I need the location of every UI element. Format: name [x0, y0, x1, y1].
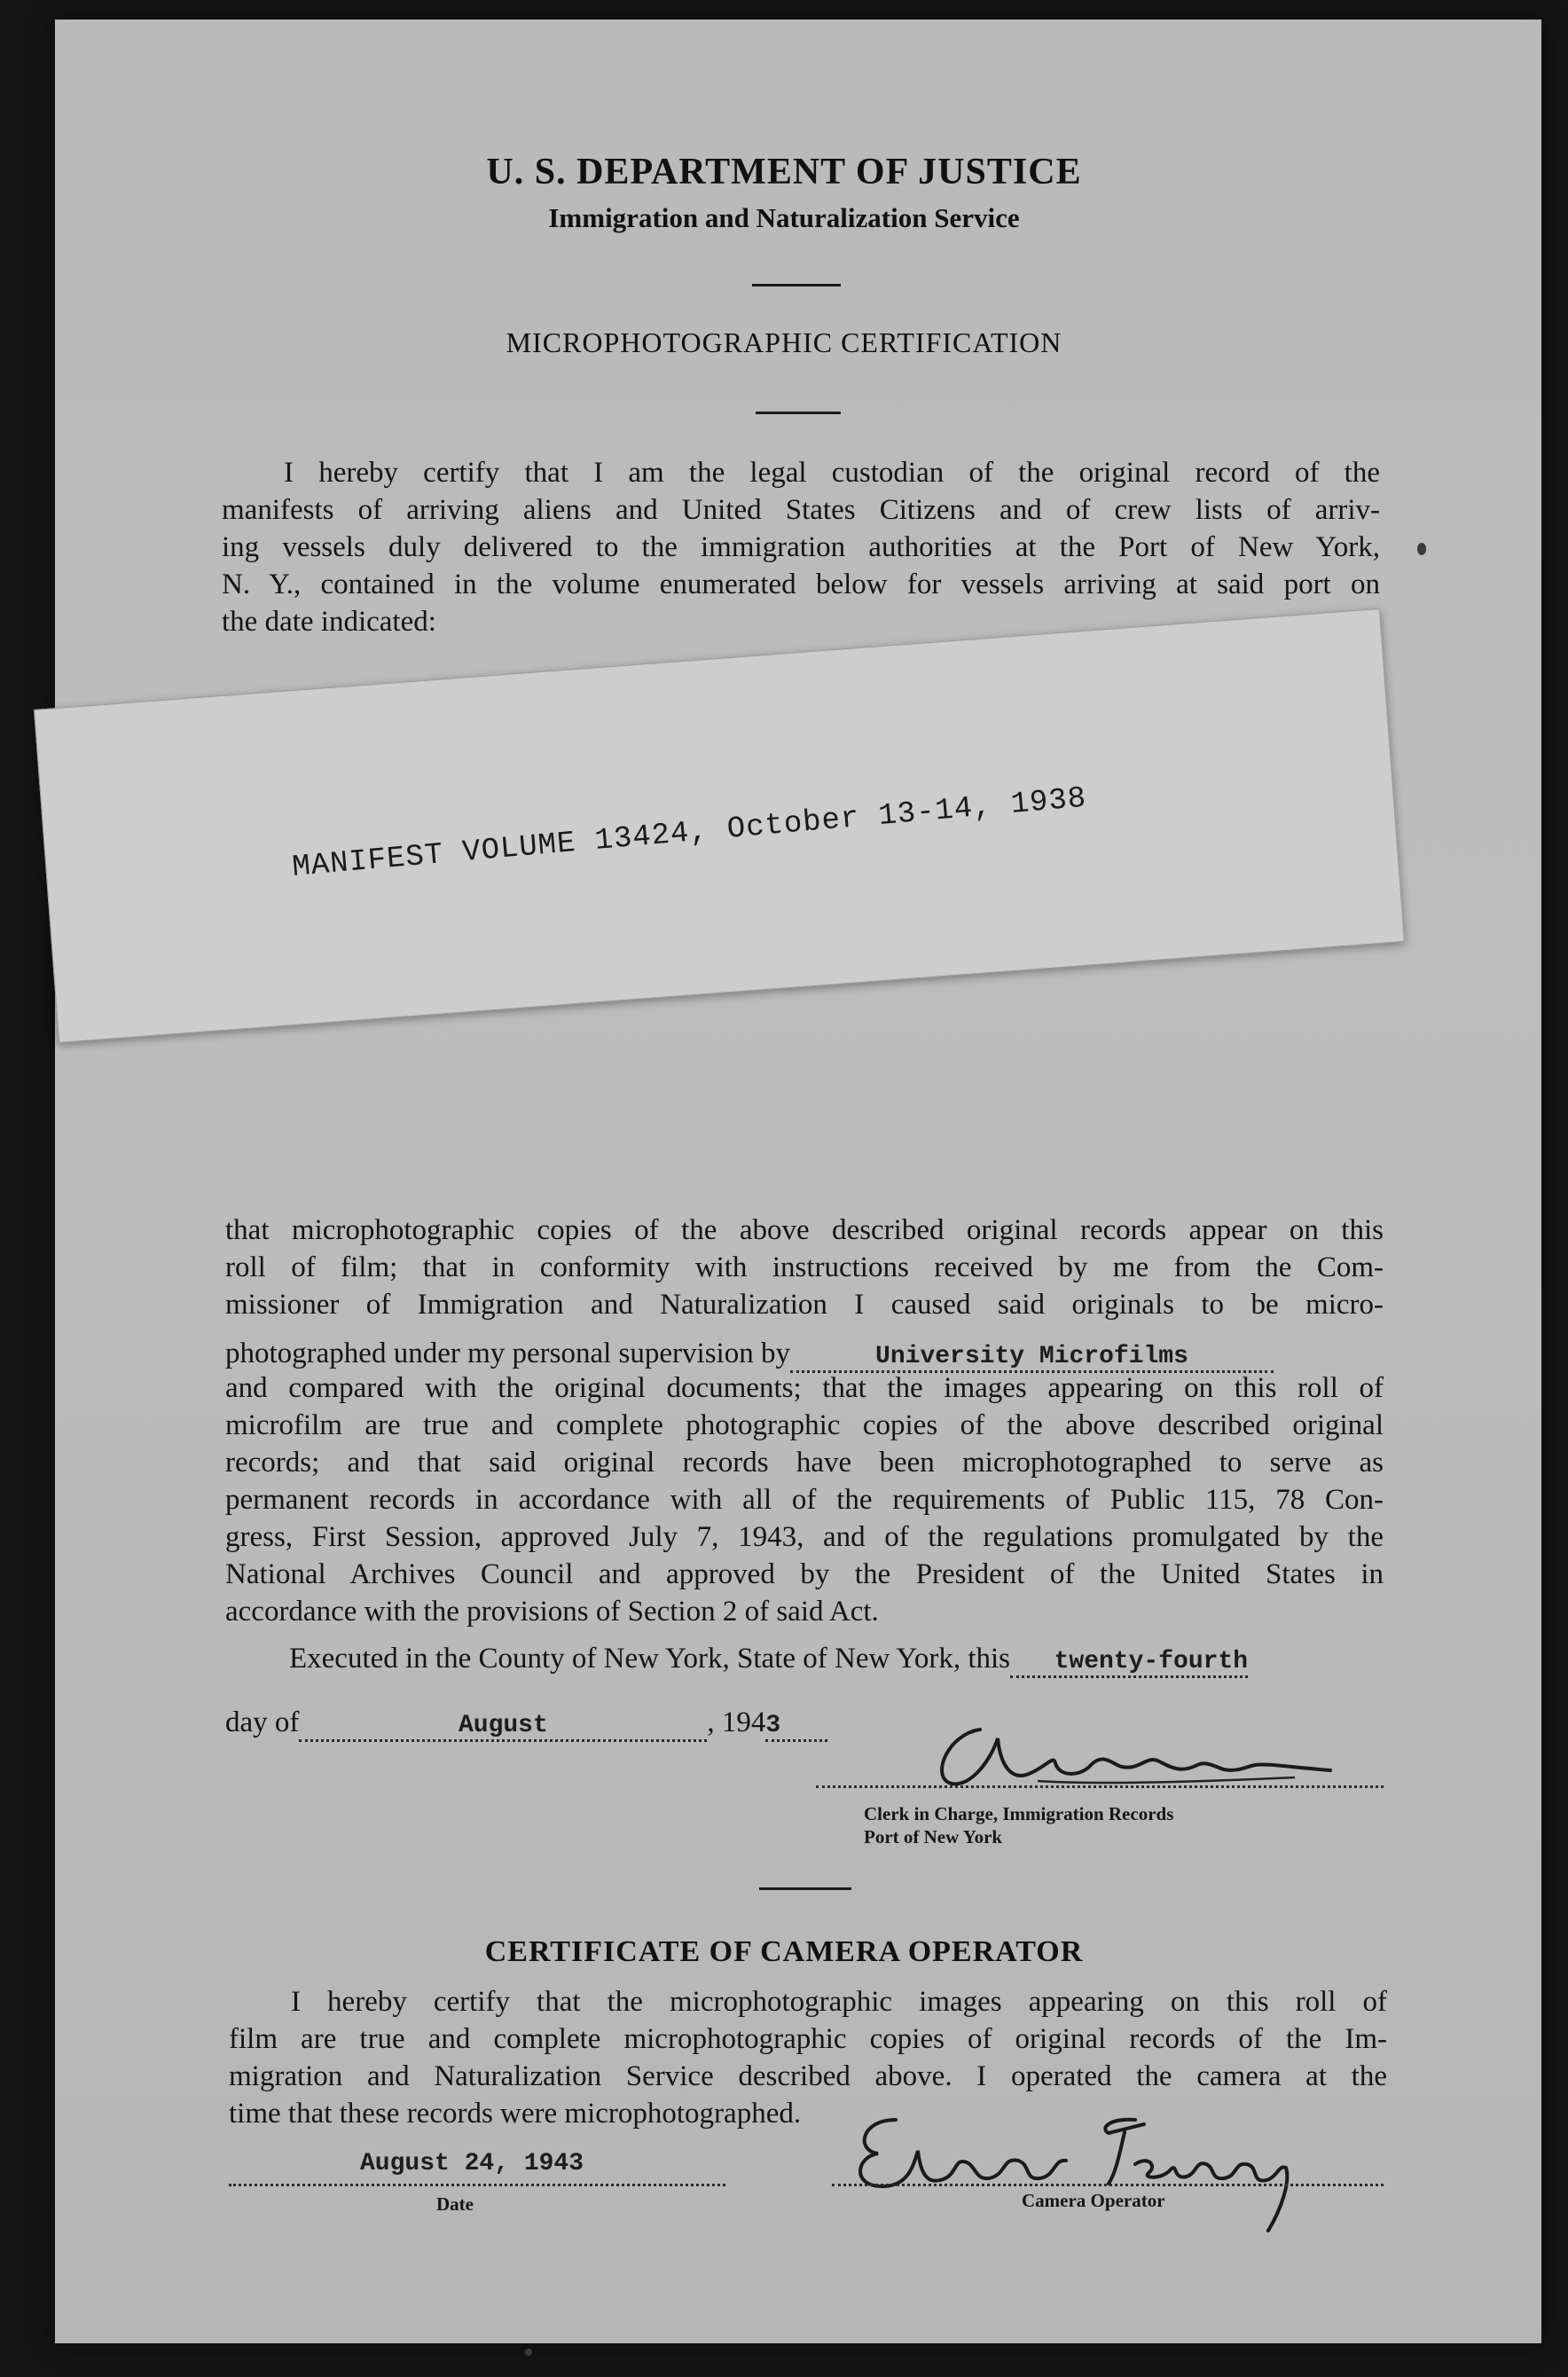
body-paragraph-top: [225, 1212, 1384, 1323]
intro-line: manifests of arriving aliens and United States Citizens and of crew lists of arriv-: [222, 494, 1380, 526]
body-line: that microphotographic copies of the above described original records appear on this: [225, 1214, 1384, 1246]
day-field: [1010, 1643, 1248, 1678]
executed-prefix: Executed in the County of New York, State of New York, this: [289, 1643, 1011, 1675]
date-line: [225, 1706, 827, 1742]
day-value: twenty-fourth: [1054, 1648, 1249, 1675]
film-speck: [1417, 543, 1426, 555]
camera-date-value: August 24, 1943: [360, 2150, 584, 2177]
camera-line: I hereby certify that the microphotographic images appearing on this roll of: [291, 1986, 1387, 2018]
body-line: records; and that said original records have been microphotographed to serve as: [225, 1447, 1384, 1479]
manifest-volume-label: MANIFEST VOLUME 13424, October 13-14, 1938: [291, 781, 1088, 885]
service-heading: Immigration and Naturalization Service: [548, 202, 1020, 233]
header-divider-2: [756, 412, 841, 414]
camera-line: film are true and complete microphotographic copies of original records of the Im-: [229, 2023, 1387, 2055]
body-line: permanent records in accordance with all of the requirements of Public 115, 78 Con-: [225, 1484, 1384, 1516]
intro-paragraph: [222, 454, 1380, 640]
intro-line: I hereby certify that I am the legal custodian of the original record of the: [284, 457, 1380, 489]
body-line: roll of film; that in conformity with instructions received by me from the Com-: [225, 1251, 1384, 1283]
department-heading: U. S. DEPARTMENT OF JUSTICE: [486, 152, 1082, 192]
body-line: missioner of Immigration and Naturalization I caused said originals to be micro-: [225, 1289, 1384, 1321]
film-speck: [525, 2349, 532, 2356]
month-field: [299, 1706, 707, 1742]
camera-line: migration and Naturalization Service described above. I operated the camera at the: [229, 2060, 1387, 2092]
body-line: National Archives Council and approved by the President of the United States in: [225, 1558, 1384, 1590]
body-line: gress, First Session, approved July 7, 1943, and of the regulations promulgated by the: [225, 1521, 1384, 1553]
camera-operator-signature: [843, 2102, 1357, 2235]
year-field: [765, 1706, 827, 1742]
clerk-title: [864, 1802, 1173, 1848]
camera-line: time that these records were microphotographed.: [229, 2098, 802, 2130]
body-line: microfilm are true and complete photographic copies of the above described original: [225, 1409, 1384, 1441]
body-line: accordance with the provisions of Section 2 of said Act.: [225, 1596, 879, 1628]
intro-line: N. Y., contained in the volume enumerated below for vessels arriving at said port on: [222, 569, 1380, 600]
supervisor-field: [790, 1338, 1274, 1373]
camera-operator-signature-line: [832, 2184, 1384, 2186]
clerk-signature-line: [816, 1785, 1384, 1788]
clerk-title-line: Port of New York: [864, 1826, 1003, 1847]
clerk-title-line: Clerk in Charge, Immigration Records: [864, 1803, 1174, 1824]
camera-date-label: Date: [436, 2193, 474, 2215]
camera-date-line: [229, 2184, 725, 2186]
section-divider: [759, 1887, 851, 1890]
day-of-label: day of: [225, 1706, 300, 1738]
intro-line: ing vessels duly delivered to the immigration authorities at the Port of New York,: [222, 531, 1380, 563]
body-line: and compared with the original documents; that the images appearing on this roll of: [225, 1372, 1384, 1404]
supervision-line: [225, 1338, 1274, 1373]
intro-line: the date indicated:: [222, 606, 436, 638]
executed-line: [289, 1643, 1248, 1678]
camera-operator-heading: CERTIFICATE OF CAMERA OPERATOR: [484, 1935, 1084, 1968]
body-paragraph-bottom: [225, 1369, 1384, 1630]
supervisor-name: University Microfilms: [875, 1343, 1188, 1370]
year-digit: 3: [765, 1712, 781, 1739]
month-value: August: [458, 1712, 548, 1739]
certification-title: MICROPHOTOGRAPHIC CERTIFICATION: [506, 326, 1062, 358]
camera-operator-label: Camera Operator: [1022, 2190, 1165, 2211]
header-divider-1: [752, 284, 841, 286]
year-prefix: , 194: [707, 1706, 766, 1738]
supervision-prefix: photographed under my personal supervision by: [225, 1338, 790, 1369]
